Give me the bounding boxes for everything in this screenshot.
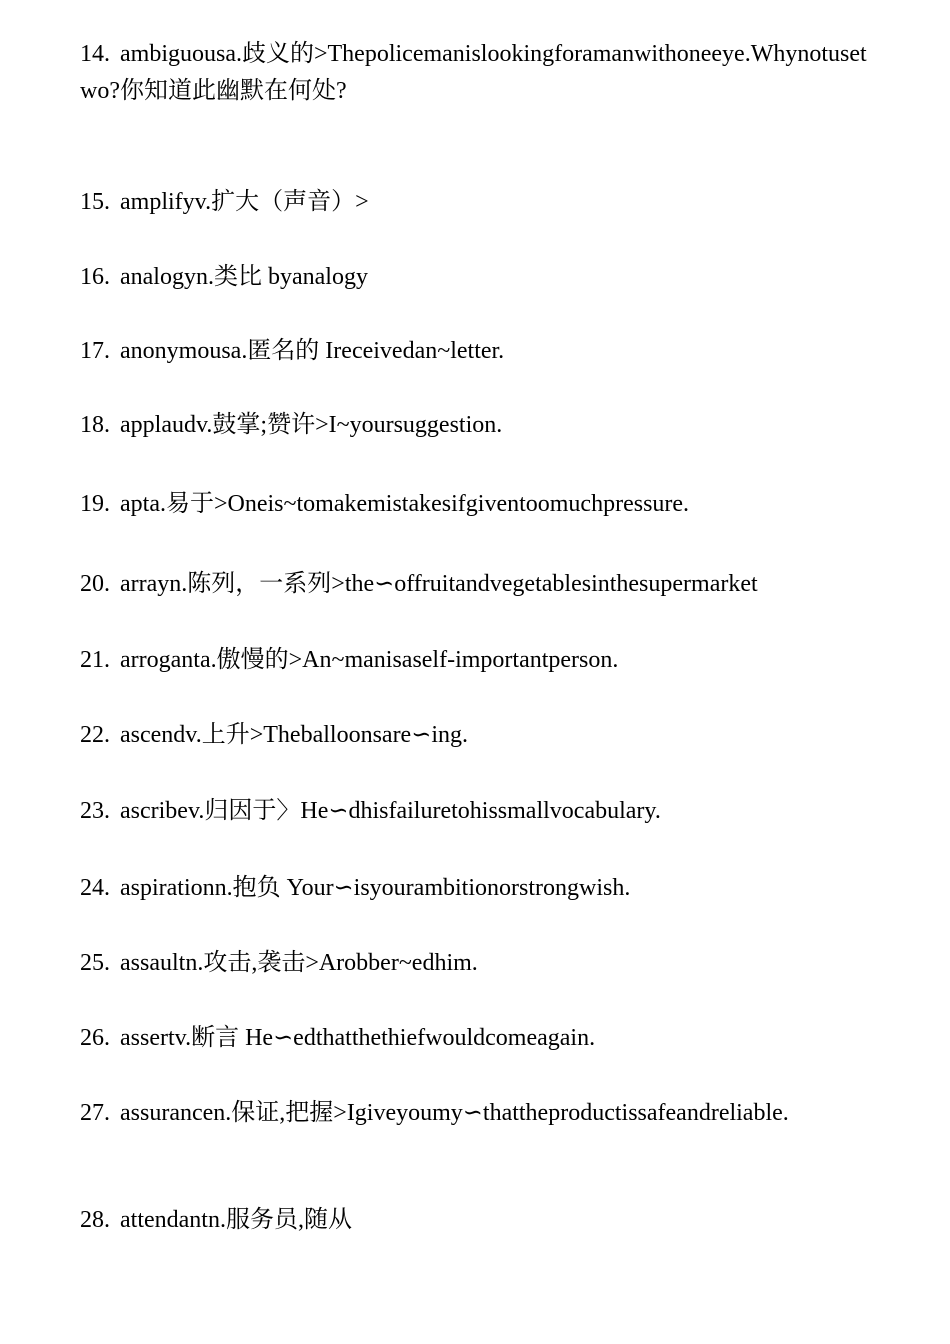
entry-text: ascribev.归因于〉He∽dhisfailuretohissmallvocabulary.	[120, 798, 661, 824]
entry-text: assurancen.保证,把握>Igiveyoumy∽thattheproductissafeandreliable.	[120, 1100, 789, 1126]
entry-text: anonymousa.匿名的 Ireceivedan~letter.	[120, 338, 505, 364]
entry-number: 15.	[80, 189, 110, 215]
entry-number: 21.	[80, 647, 110, 673]
entry-number: 24.	[80, 875, 110, 901]
entry-number: 26.	[80, 1025, 110, 1051]
entry-text: arroganta.傲慢的>An~manisaself-importantperson.	[120, 647, 619, 673]
entry-27	[80, 1095, 870, 1132]
entry-text: applaudv.鼓掌;赞许>I~yoursuggestion.	[120, 412, 503, 438]
entry-23	[80, 793, 870, 830]
entry-21	[80, 642, 870, 679]
entry-number: 17.	[80, 338, 110, 364]
entry-text: apta.易于>Oneis~tomakemistakesifgiventoomuchpressure.	[120, 491, 690, 517]
entry-17	[80, 333, 870, 370]
entry-26	[80, 1020, 870, 1057]
entry-number: 23.	[80, 798, 110, 824]
entry-16	[80, 259, 870, 296]
entry-number: 27.	[80, 1100, 110, 1126]
entry-number: 19.	[80, 491, 110, 517]
entry-text: arrayn.陈列，一系列>the∽offruitandvegetablesinthesupermarket	[120, 571, 758, 597]
entry-number: 20.	[80, 571, 110, 597]
entry-28	[80, 1202, 870, 1239]
entry-20	[80, 566, 870, 603]
entry-number: 28.	[80, 1207, 110, 1233]
entry-text: ascendv.上升>Theballoonsare∽ing.	[120, 722, 468, 748]
entry-number: 16.	[80, 264, 110, 290]
entry-number: 14.	[80, 41, 110, 67]
entry-18	[80, 407, 870, 444]
entry-number: 25.	[80, 950, 110, 976]
entry-text: analogyn.类比 byanalogy	[120, 264, 368, 290]
entry-15	[80, 184, 870, 221]
entry-text: attendantn.服务员,随从	[120, 1207, 352, 1233]
entry-number: 22.	[80, 722, 110, 748]
entry-14	[80, 36, 870, 110]
entry-text: ambiguousa.歧义的>Thepolicemanislookingforamanwithoneeye.Whynotusetwo?你知道此幽默在何处?	[80, 41, 867, 104]
entry-text: assaultn.攻击,袭击>Arobber~edhim.	[120, 950, 478, 976]
entry-24	[80, 870, 870, 907]
entry-text: assertv.断言 He∽edthatthethiefwouldcomeagain.	[120, 1025, 596, 1051]
entry-text: aspirationn.抱负 Your∽isyourambitionorstrongwish.	[120, 875, 631, 901]
entry-19	[80, 486, 870, 523]
entry-22	[80, 717, 870, 754]
entry-25	[80, 945, 870, 982]
entry-text: amplifyv.扩大（声音）>	[120, 189, 369, 215]
entry-number: 18.	[80, 412, 110, 438]
